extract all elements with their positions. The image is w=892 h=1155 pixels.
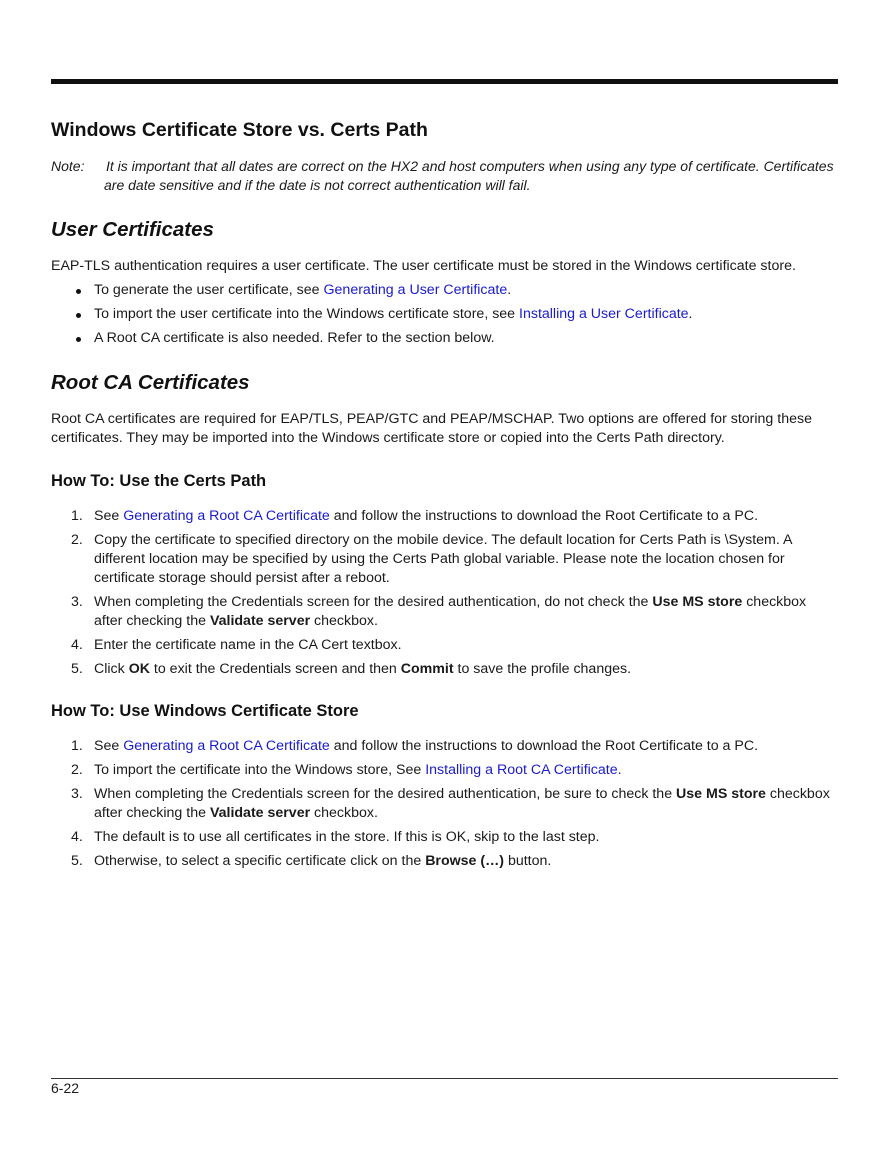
user-certificates-intro: EAP-TLS authentication requires a user certificate. The user certificate must be stored in the Windows certificate store. bbox=[51, 258, 796, 274]
step-number: 2. bbox=[71, 762, 83, 778]
step-bold-term: Validate server bbox=[209, 805, 311, 821]
bullet-text: To import the user certificate into the Windows certificate store, see bbox=[94, 306, 520, 322]
step-item bbox=[51, 737, 838, 756]
step-item bbox=[51, 531, 838, 588]
step-item bbox=[51, 785, 838, 823]
user-certificates-heading: User Certificates bbox=[51, 218, 214, 241]
root-ca-intro: Root CA certificates are required for EAP/TLS, PEAP/GTC and PEAP/MSCHAP. Two options are offered for storing these certificates. They may be imported into the Windows certificate store or copied into the Certs Path directory. bbox=[51, 411, 812, 446]
certs-path-steps bbox=[51, 507, 838, 684]
step-link[interactable]: Installing a Root CA Certificate. bbox=[425, 762, 622, 778]
installing-user-certificate-link[interactable]: Installing a User Certificate bbox=[519, 306, 689, 322]
step-number: 5. bbox=[71, 661, 83, 677]
step-text: to exit the Credentials screen and then bbox=[149, 661, 401, 677]
step-text: and follow the instructions to download the Root Certificate to a PC. bbox=[329, 508, 759, 524]
header-rule bbox=[51, 79, 838, 84]
bullet-text-end: . bbox=[507, 282, 512, 298]
step-text: When completing the Credentials screen for the desired authentication, do not check the bbox=[94, 594, 653, 610]
step-number: 1. bbox=[71, 738, 83, 754]
step-bold-term: Browse (…) bbox=[425, 853, 505, 869]
step-number: 4. bbox=[71, 829, 83, 845]
step-text: Otherwise, to select a specific certificate click on the bbox=[94, 853, 426, 869]
step-number: 3. bbox=[71, 786, 83, 802]
step-text: button. bbox=[504, 853, 552, 869]
step-text: checkbox. bbox=[310, 613, 378, 629]
note-block bbox=[51, 157, 838, 195]
user-certificates-list bbox=[51, 281, 838, 353]
page-number: 6-22 bbox=[51, 1080, 80, 1096]
step-bold-term: Validate server bbox=[209, 613, 311, 629]
step-item bbox=[51, 852, 838, 871]
step-text: checkbox after checking the bbox=[94, 594, 807, 629]
step-number: 3. bbox=[71, 594, 83, 610]
bullet-text: To generate the user certificate, see bbox=[94, 282, 324, 298]
step-text: checkbox after checking the bbox=[94, 786, 830, 821]
step-number: 4. bbox=[71, 637, 83, 653]
step-text: See bbox=[94, 508, 124, 524]
step-bold-term: OK bbox=[128, 661, 150, 677]
step-text: To import the certificate into the Windows store, See bbox=[94, 762, 426, 778]
bullet-icon bbox=[76, 313, 81, 318]
bullet-icon bbox=[76, 337, 81, 342]
step-text: When completing the Credentials screen for the desired authentication, be sure to check the bbox=[94, 786, 677, 802]
list-item bbox=[51, 305, 838, 329]
step-item bbox=[51, 828, 838, 847]
step-item bbox=[51, 593, 838, 631]
step-text: and follow the instructions to download the Root Certificate to a PC. bbox=[329, 738, 759, 754]
step-item bbox=[51, 660, 838, 679]
step-text: Enter the certificate name in the CA Cert textbox. bbox=[94, 637, 402, 653]
step-item bbox=[51, 507, 838, 526]
step-text: Click bbox=[94, 661, 129, 677]
list-item bbox=[51, 281, 838, 305]
step-link[interactable]: Generating a Root CA Certificate bbox=[123, 508, 330, 524]
list-item bbox=[51, 329, 838, 353]
step-item bbox=[51, 636, 838, 655]
note-text: It is important that all dates are correct on the HX2 and host computers when using any type of certificate. Certificates are date sensitive and if the date is not correct authentication will fail. bbox=[104, 158, 834, 193]
step-text: The default is to use all certificates in the store. If this is OK, skip to the last step. bbox=[94, 829, 600, 845]
howto-certs-path-heading: How To: Use the Certs Path bbox=[51, 472, 267, 490]
windows-store-steps bbox=[51, 737, 838, 876]
step-text: to save the profile changes. bbox=[453, 661, 632, 677]
bullet-icon bbox=[76, 289, 81, 294]
step-bold-term: Use MS store bbox=[652, 594, 743, 610]
step-number: 5. bbox=[71, 853, 83, 869]
footer-rule bbox=[51, 1078, 838, 1079]
howto-windows-store-heading: How To: Use Windows Certificate Store bbox=[51, 702, 359, 720]
step-bold-term: Commit bbox=[400, 661, 454, 677]
generating-user-certificate-link[interactable]: Generating a User Certificate bbox=[323, 282, 508, 298]
step-number: 2. bbox=[71, 532, 83, 548]
step-bold-term: Use MS store bbox=[676, 786, 766, 802]
step-text: checkbox. bbox=[310, 805, 378, 821]
step-text: See bbox=[94, 738, 124, 754]
step-item bbox=[51, 761, 838, 780]
bullet-text: A Root CA certificate is also needed. Refer to the section below. bbox=[94, 330, 495, 346]
root-ca-heading: Root CA Certificates bbox=[51, 371, 250, 394]
note-label: Note: bbox=[51, 158, 85, 174]
document-page bbox=[51, 0, 838, 1155]
step-number: 1. bbox=[71, 508, 83, 524]
step-link[interactable]: Generating a Root CA Certificate bbox=[123, 738, 330, 754]
step-text: Copy the certificate to specified directory on the mobile device. The default location for Certs Path is \System. A different location may be specified by using the Certs Path global variable. Please note the location chosen for certificate storage should persist after a reboot. bbox=[94, 532, 792, 586]
bullet-text-end: . bbox=[688, 306, 693, 322]
page-title: Windows Certificate Store vs. Certs Path bbox=[51, 119, 428, 141]
